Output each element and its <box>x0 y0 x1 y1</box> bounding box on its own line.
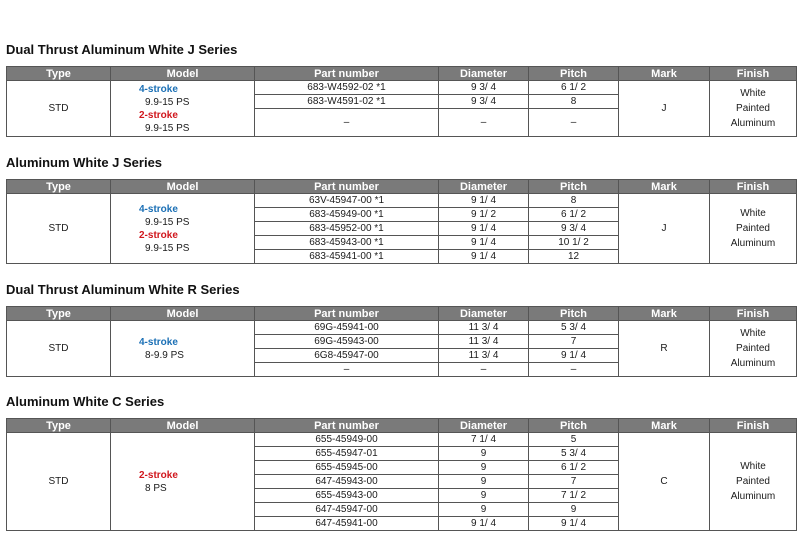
header-diameter: Diameter <box>439 419 529 433</box>
diameter-cell: 9 3/ 4 <box>439 95 529 109</box>
ps-label: 9.9-15 PS <box>145 216 190 228</box>
pitch-cell: 6 1/ 2 <box>529 81 619 95</box>
header-row <box>7 180 797 194</box>
table-aluminum-j <box>6 179 797 264</box>
header-model: Model <box>111 180 255 194</box>
part-number-cell: 6G8-45947-00 <box>255 349 439 363</box>
header-part-number: Part number <box>255 419 439 433</box>
part-number-cell: 647-45943-00 <box>255 475 439 489</box>
header-type: Type <box>7 67 111 81</box>
mark-cell: J <box>619 81 710 137</box>
header-model: Model <box>111 419 255 433</box>
diameter-cell: 9 <box>439 447 529 461</box>
finish-cell <box>710 194 797 264</box>
pitch-cell: 7 <box>529 335 619 349</box>
diameter-cell: – <box>439 109 529 137</box>
header-pitch: Pitch <box>529 307 619 321</box>
finish-line: Painted <box>736 103 770 114</box>
pitch-cell: 10 1/ 2 <box>529 236 619 250</box>
finish-line: White <box>740 461 766 472</box>
type-cell: STD <box>7 433 111 531</box>
header-finish: Finish <box>710 307 797 321</box>
table-dual-thrust-r <box>6 306 797 377</box>
diameter-cell: 7 1/ 4 <box>439 433 529 447</box>
pitch-cell: – <box>529 363 619 377</box>
header-type: Type <box>7 307 111 321</box>
type-cell: STD <box>7 81 111 137</box>
table-aluminum-c <box>6 418 797 531</box>
pitch-cell: 6 1/ 2 <box>529 208 619 222</box>
finish-line: Aluminum <box>730 358 776 369</box>
part-number-cell: 655-45945-00 <box>255 461 439 475</box>
table-row <box>7 194 797 208</box>
header-finish: Finish <box>710 180 797 194</box>
header-row <box>7 307 797 321</box>
ps-label: 9.9-15 PS <box>145 96 190 108</box>
part-number-cell: 683-W4592-02 *1 <box>255 81 439 95</box>
model-cell <box>111 321 255 377</box>
pitch-cell: 7 <box>529 475 619 489</box>
type-cell: STD <box>7 321 111 377</box>
pitch-cell: 9 1/ 4 <box>529 349 619 363</box>
stroke-label: 2-stroke <box>139 109 178 121</box>
header-mark: Mark <box>619 180 710 194</box>
header-finish: Finish <box>710 419 797 433</box>
pitch-cell: 6 1/ 2 <box>529 461 619 475</box>
ps-label: 8 PS <box>145 482 167 494</box>
header-part-number: Part number <box>255 180 439 194</box>
stroke-label: 4-stroke <box>139 83 178 95</box>
finish-line: Painted <box>736 223 770 234</box>
part-number-cell: 683-45949-00 *1 <box>255 208 439 222</box>
ps-label: 9.9-15 PS <box>145 122 190 134</box>
stroke-label: 4-stroke <box>139 336 178 348</box>
table-row <box>7 433 797 447</box>
part-number-cell: 69G-45941-00 <box>255 321 439 335</box>
header-diameter: Diameter <box>439 307 529 321</box>
finish-line: Aluminum <box>730 238 776 249</box>
pitch-cell: 8 <box>529 95 619 109</box>
mark-cell: C <box>619 433 710 531</box>
part-number-cell: 647-45941-00 <box>255 517 439 531</box>
part-number-cell: – <box>255 109 439 137</box>
part-number-cell: 69G-45943-00 <box>255 335 439 349</box>
section-title-aluminum-j: Aluminum White J Series <box>6 155 163 170</box>
diameter-cell: 9 3/ 4 <box>439 81 529 95</box>
header-pitch: Pitch <box>529 180 619 194</box>
diameter-cell: 9 <box>439 489 529 503</box>
pitch-cell: 5 3/ 4 <box>529 321 619 335</box>
stroke-label: 2-stroke <box>139 229 178 241</box>
diameter-cell: 11 3/ 4 <box>439 321 529 335</box>
header-row <box>7 419 797 433</box>
finish-line: White <box>740 328 766 339</box>
part-number-cell: 655-45943-00 <box>255 489 439 503</box>
header-row <box>7 67 797 81</box>
finish-line: Painted <box>736 343 770 354</box>
header-pitch: Pitch <box>529 67 619 81</box>
model-cell <box>111 194 255 264</box>
part-number-cell: – <box>255 363 439 377</box>
model-cell <box>111 433 255 531</box>
diameter-cell: 9 1/ 4 <box>439 194 529 208</box>
part-number-cell: 655-45947-01 <box>255 447 439 461</box>
finish-cell <box>710 433 797 531</box>
pitch-cell: 5 <box>529 433 619 447</box>
part-number-cell: 683-45943-00 *1 <box>255 236 439 250</box>
part-number-cell: 63V-45947-00 *1 <box>255 194 439 208</box>
finish-line: Aluminum <box>730 118 776 129</box>
pitch-cell: 8 <box>529 194 619 208</box>
header-model: Model <box>111 307 255 321</box>
diameter-cell: 9 <box>439 461 529 475</box>
diameter-cell: 9 <box>439 503 529 517</box>
header-diameter: Diameter <box>439 67 529 81</box>
section-title-aluminum-c: Aluminum White C Series <box>6 394 165 409</box>
part-number-cell: 647-45947-00 <box>255 503 439 517</box>
header-pitch: Pitch <box>529 419 619 433</box>
diameter-cell: – <box>439 363 529 377</box>
header-part-number: Part number <box>255 67 439 81</box>
part-number-cell: 683-45941-00 *1 <box>255 250 439 264</box>
header-diameter: Diameter <box>439 180 529 194</box>
finish-line: Aluminum <box>730 491 776 502</box>
finish-line: White <box>740 88 766 99</box>
pitch-cell: 12 <box>529 250 619 264</box>
pitch-cell: 9 1/ 4 <box>529 517 619 531</box>
header-type: Type <box>7 419 111 433</box>
pitch-cell: 5 3/ 4 <box>529 447 619 461</box>
table-dual-thrust-j <box>6 66 797 137</box>
type-cell: STD <box>7 194 111 264</box>
finish-line: White <box>740 208 766 219</box>
ps-label: 9.9-15 PS <box>145 242 190 254</box>
section-title-dual-thrust-r: Dual Thrust Aluminum White R Series <box>6 282 240 297</box>
part-number-cell: 655-45949-00 <box>255 433 439 447</box>
pitch-cell: 9 <box>529 503 619 517</box>
model-cell <box>111 81 255 137</box>
diameter-cell: 9 1/ 4 <box>439 222 529 236</box>
diameter-cell: 9 1/ 4 <box>439 250 529 264</box>
diameter-cell: 11 3/ 4 <box>439 349 529 363</box>
section-title-dual-thrust-j: Dual Thrust Aluminum White J Series <box>6 42 238 57</box>
pitch-cell: 9 3/ 4 <box>529 222 619 236</box>
header-finish: Finish <box>710 67 797 81</box>
header-model: Model <box>111 67 255 81</box>
part-number-cell: 683-W4591-02 *1 <box>255 95 439 109</box>
header-part-number: Part number <box>255 307 439 321</box>
header-mark: Mark <box>619 67 710 81</box>
diameter-cell: 9 1/ 2 <box>439 208 529 222</box>
mark-cell: R <box>619 321 710 377</box>
stroke-label: 2-stroke <box>139 469 178 481</box>
diameter-cell: 11 3/ 4 <box>439 335 529 349</box>
header-mark: Mark <box>619 419 710 433</box>
finish-cell <box>710 81 797 137</box>
header-type: Type <box>7 180 111 194</box>
part-number-cell: 683-45952-00 *1 <box>255 222 439 236</box>
ps-label: 8-9.9 PS <box>145 349 184 361</box>
header-mark: Mark <box>619 307 710 321</box>
stroke-label: 4-stroke <box>139 203 178 215</box>
finish-line: Painted <box>736 476 770 487</box>
table-row <box>7 321 797 335</box>
table-row <box>7 81 797 95</box>
pitch-cell: 7 1/ 2 <box>529 489 619 503</box>
diameter-cell: 9 1/ 4 <box>439 236 529 250</box>
pitch-cell: – <box>529 109 619 137</box>
diameter-cell: 9 <box>439 475 529 489</box>
mark-cell: J <box>619 194 710 264</box>
finish-cell <box>710 321 797 377</box>
diameter-cell: 9 1/ 4 <box>439 517 529 531</box>
